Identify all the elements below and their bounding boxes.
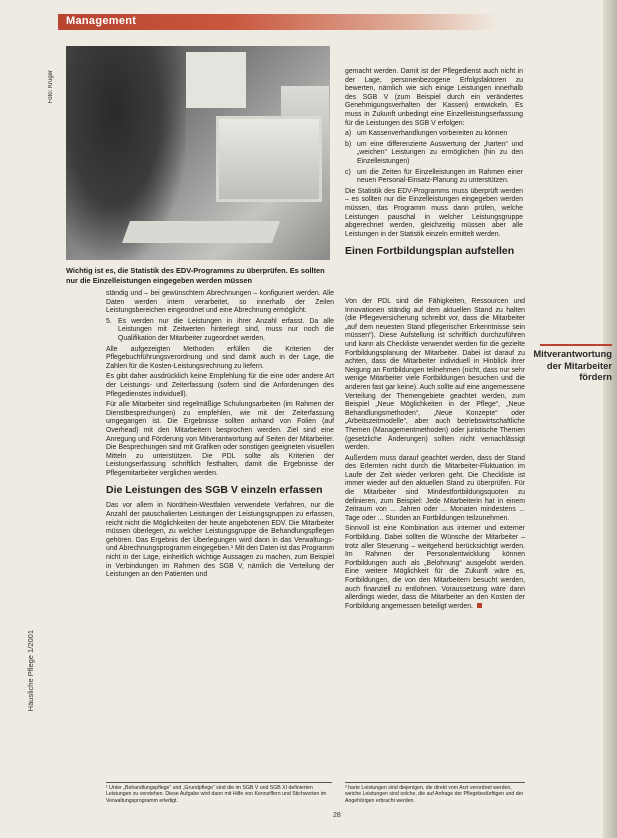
list-letter: c) <box>345 168 351 176</box>
section-header-bar <box>58 14 498 30</box>
pull-quote <box>532 344 612 383</box>
section-title: Management <box>66 15 137 27</box>
page-number: 28 <box>333 812 341 819</box>
photo-keyboard <box>122 221 280 243</box>
right-paragraph-5-text: Sinnvoll ist eine Kombination aus interner und externer Fortbildung. Dabei sollten die Wünsche der Mitarbeiter – trotz aller Steuerung – weitgehend berücksichtigt werden. Im Rahmen der Personalentwicklung können Fortbildungen auch als „Belohnung“ ausgelobt werden. Eine weitere Möglichkeit für die Zukunft wäre es, Fortbildungen, die von den Mitarbeitern besucht werden, auch finanziell zu entlohnen. Voraussetzung wäre dann allerdings wieder, dass die Mitarbeiter an den Kosten der Fortbildung angemessen beteiligt werden. <box>345 525 525 610</box>
journal-name: Häusliche Pflege 1/2001 <box>26 630 35 712</box>
right-paragraph-4: Außerdem muss darauf geachtet werden, dass der Stand des Erlernten nicht durch die Mitarbeiter-Fluktuation im Laufe der Zeit wieder verloren geht. Die Checkliste ist immer wieder auf den aktuellen Stand zu überprüfen. Für die Mitarbeiter sind Mindestfortbildungsquoten zu definieren, zum Beispiel: Jede Mitarbeiterin hat in einem Zeitraum von ... Jahren oder ... Monaten mindestens ... Tage oder ... Stunden an Fortbildungen teilzunehmen. <box>345 454 525 522</box>
list-text: Es werden nur die Leistungen in ihrer Anzahl erfasst. Da alle Leistungen mit Zeitwerten hinterlegt sind, muss nur noch die Qualifikation der Mitarbeiter zugeordnet werden. <box>118 317 334 342</box>
footnote-right: ² harte Leistungen sind diejenigen, die direkt vom Arzt verordnet werden, weiche Leistungen sind solche, die auf Anfrage der Pflegebedürftigen und der Angehörigen erbracht werden. <box>345 782 525 804</box>
list-item-c <box>345 169 523 186</box>
right-paragraph-3: Von der PDL sind die Fähigkeiten, Ressourcen und Innovationen ständig auf dem aktuellen Stand zu halten (die Pflegeversicherung schreibt vor, dass die Mitarbeiter „auf dem neuesten Stand pflegerischer Erkenntnisse sein müssen“). Diese Aufstellung ist schriftlich durchzuführen und kann als Checkliste verwendet werden für die gezielte Fortbildungsplanung der Mitarbeiter. Dabei ist darauf zu achten, dass die Mitarbeiter individuell in Hinblick ihrer Neigung an Fortbildungen teilnehmen (nicht, dass nur sehr wenige Mitarbeiter viele Fortbildungen besuchen und die anderen fast gar keine). Auch sollte auf eine angemessene Verteilung der Themengebiete geachtet werden, zum Beispiel „Neue Möglichkeiten in der Pflege“, „Neue Behandlungsmethoden“, „Neue Konzepte“ oder „Arbeitszeitmodelle“, aber auch betriebswirtschaftliche Themen (Managementmethoden) oder juristische Themen (gesetzliche Änderungen) sollten nicht vernachlässigt werden. <box>345 298 525 452</box>
photo-caption: Wichtig ist es, die Statistik des EDV-Programms zu überprüfen. Es sollten nur die Einzelleistungen eingegeben werden müssen <box>66 266 325 285</box>
right-section-heading: Einen Fortbildungsplan aufstellen <box>345 245 515 258</box>
right-paragraph-1: gemacht werden. Damit ist der Pflegedienst auch nicht in der Lage, personenbezogene Erfolgsfaktoren zu bewerten, nämlich wie sich einige Leistungen innerhalb des SGB V (zum Beispiel durch ein verändertes Genehmigungsverhalten der Kassen) entwickeln. Es muss in Zukunft unbedingt eine Einzelleistungserfassung für die Leistungen des SGB V erfolgen: <box>345 68 523 127</box>
left-paragraph-3: Für alle Mitarbeiter sind regelmäßige Schulungsarbeiten (im Rahmen der Dienstbesprechungen) zu empfehlen, wie mit der Zeiterfassung umgegangen ist. Die Ergebnisse sollten anhand von Folien (auf Overhead) mit den Mitarbeitern besprochen werden. Ziel sind eine Anregung und Förderung von Mitverantwortung auf Seiten der Mitarbeiter. Die Besprechungen sind mit Grafiken oder sonstigen geeigneten visuellen Mitteln zu unterstützen. Die PDL sollte als Kriterien der Leistungserfassung schriftlich festhalten, damit die Ergebnisse der Pflegemitarbeiter verglichen werden. <box>106 401 334 477</box>
photo-credit: Foto: Krüger <box>48 70 54 104</box>
right-paragraph-5 <box>345 525 525 611</box>
end-mark-icon <box>477 603 482 608</box>
list-item-a <box>345 130 523 139</box>
left-column <box>106 290 334 582</box>
footnote-left: ¹ Unter „Behandlungspflege“ und „Grundpflege“ sind die im SGB V und SGB XI definierten Leistungen zu verstehen. Diese Aufgabe wird dann mit Hilfe von Kennziffern und Stichworten im Verwaltungsprogramm erledigt. <box>106 782 332 804</box>
office-photo <box>66 46 330 260</box>
list-letter: b) <box>345 140 352 148</box>
list-text: um eine differenzierte Auswertung der „harten“ und „weichen“ Leistungen zu ermöglichen (hin zu den Einzelleistungen) <box>357 140 523 165</box>
pull-quote-rule <box>540 344 612 346</box>
list-letter: a) <box>345 130 352 138</box>
list-item-5 <box>106 318 334 344</box>
page-edge-shadow <box>603 0 617 838</box>
list-text: um Kassenverhandlungen vorbereiten zu können <box>357 130 508 138</box>
pull-quote-text: Mitverantwortung der Mitarbeiter fördern <box>533 348 612 382</box>
left-paragraph-1: Alle aufgezeigten Methoden erfüllen die Kriterien der Pflegebuchführungsverordnung und sind damit auch in der Lage, die Zahlen für die Kosten-Leistungsrechnung zu liefern. <box>106 345 334 370</box>
left-paragraph-4: Das vor allem in Nordrhein-Westfalen verwendete Verfahren, nur die Anzahl der pauschalierten Leistungen der Leistungsgruppen zu erfassen, reicht nicht die Möglichkeiten der heute angebotenen EDV. Die Mitarbeiter müssen überlegen, zu welcher Leistungsgruppe die Behandlungspflegen gehören. Das Ergebnis der Überlegungen wird dann in das Verwaltungs- und Abrechnungsprogramm eingegeben.¹ Mit den Daten ist das Programm nicht in der Lage, einheitlich wichtige Aussagen zu machen, zum Beispiel in Verbindungen im Rahmen des SGB V, nämlich die Verteilung der Leistungen an den Patienten und <box>106 502 334 579</box>
right-column-bottom <box>345 298 525 613</box>
list-item-b <box>345 141 523 167</box>
photo-monitor <box>216 116 322 202</box>
left-cont-paragraph: ständig und – bei gewünschtem Abrechnungen – konfiguriert werden. Alle Daten werden intern verarbeitet, so innerhalb der Zeilen Leistungsbereichen eingeordnet und eine Abrechnung ermöglicht. <box>106 290 334 315</box>
list-text: um die Zeiten für Einzelleistungen im Rahmen einer neuen Personal-Einsatz-Planung zu unterstützen. <box>357 168 523 185</box>
left-section-heading: Die Leistungen des SGB V einzeln erfassen <box>106 484 323 497</box>
photo-wall-sign <box>186 52 246 108</box>
right-paragraph-2: Die Statistik des EDV-Programms muss überprüft werden – es sollten nur die Einzelleistungen eingegeben werden müssen, das Programm muss dann prüfen, welche Leistungen pauschal in welcher Leistungsgruppe abgerechnet werden, gleichzeitig müssen aber alle Leistungen in der Statistik einzeln ermittelt werden. <box>345 187 523 238</box>
right-column-top <box>345 68 523 263</box>
left-paragraph-2: Es gibt daher ausdrücklich keine Empfehlung für die eine oder andere Art der Leistungs- und Zeiterfassung (sofern sind die Anforderungen des Pflegedienstes individuell). <box>106 373 334 398</box>
list-number: 5. <box>106 317 112 325</box>
